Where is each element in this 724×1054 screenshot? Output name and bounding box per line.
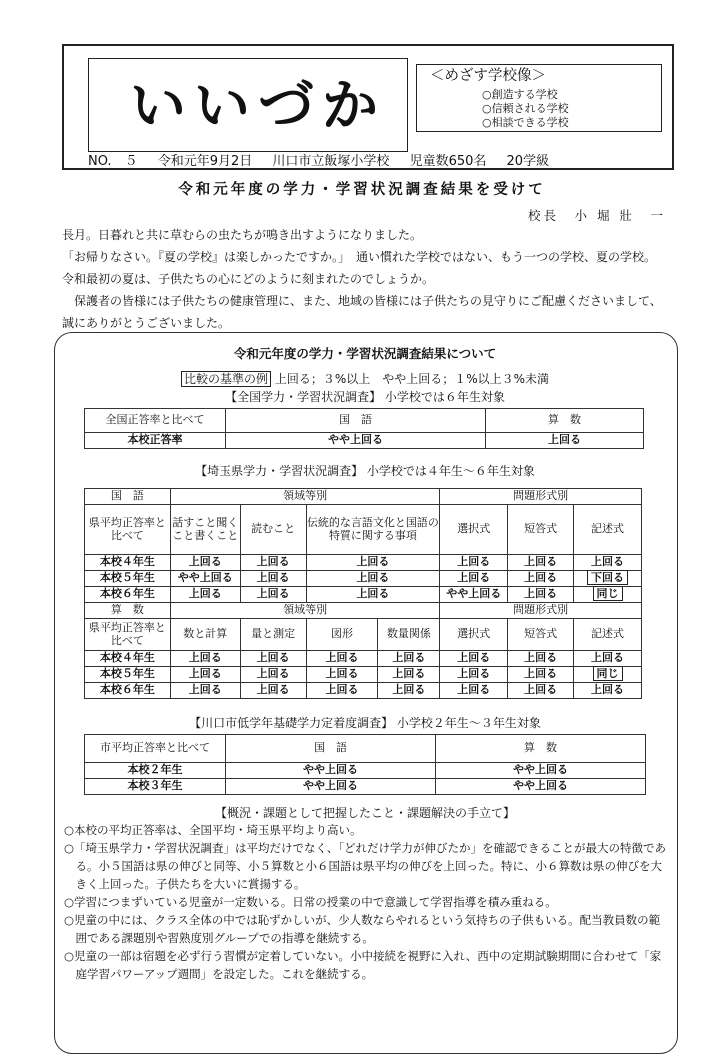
kawaguchi-heading: 【川口市低学年基礎学力定着度調査】 [189,716,394,730]
table-cell: 上回る [240,667,306,683]
issue-info [88,150,565,169]
summary-line: ○児童の一部は宿題を必ず行う習慣が定着していない。小中接続を視野に入れ、西中の定期試験期間に合わせて「家 [64,949,662,963]
table-cell: やや上回る [436,779,646,795]
table-header: 算 数 [436,735,646,763]
table-header: 選択式 [440,505,508,555]
table-row [85,555,642,571]
table-row [85,587,642,603]
table-header: 問題形式別 [440,603,642,619]
motto-item: ○創造する学校 [482,88,558,101]
summary-line: ○児童の中には、クラス全体の中では恥ずかしいが、少人数ならやれるという気持ちの子供もいる。配当教員数の範 [64,913,661,927]
table-cell: やや上回る [226,779,436,795]
table-header: 数量関係 [378,619,440,651]
table-cell: 上回る [378,651,440,667]
table-cell: 上回る [170,683,240,699]
table-cell: 上回る [508,571,574,587]
table-cell: 上回る [440,571,508,587]
table-row [85,667,642,683]
school-name: 川口市立飯塚小学校 [272,154,390,169]
boxed-value: 同じ [593,666,623,681]
motto-heading: ＜めざす学校像＞ [430,68,546,84]
table-cell: 上回る [240,587,306,603]
table-row [85,651,642,667]
table-header: 短答式 [508,619,574,651]
table-cell: 上回る [170,651,240,667]
table-cell: 上回る [440,683,508,699]
table-cell: 上回る [440,667,508,683]
issue-number: NO. ５ [88,154,138,169]
table-header: 市平均正答率と比べて [85,735,226,763]
table-cell: 上回る [440,555,508,571]
boxed-value: 同じ [593,586,623,601]
newsletter-title: いいづか [130,74,386,139]
criteria-text: 上回る；３%以上 やや上回る；１%以上３%未満 [274,372,550,386]
table-cell: 上回る [306,571,440,587]
summary-line: ○「埼玉県学力・学習状況調査」は平均だけでなく、「どれだけ学力が伸びたか」を確認できることが最大の特徴であ [64,841,667,855]
table-cell: やや上回る [226,433,486,449]
table-cell: 上回る [508,587,574,603]
table-header: 県平均正答率と比べて [85,619,171,651]
table-cell: 上回る [240,571,306,587]
criteria-label: 比較の基準の例 [181,371,271,387]
row-label: 本校６年生 [85,587,171,603]
summary-line: ○学習につまずいている児童が一定数いる。日常の授業の中で意識して学習指導を積み重ねる。 [64,895,557,909]
table-cell: 上回る [574,683,642,699]
row-label: 本校２年生 [85,763,226,779]
table-header: 記述式 [574,505,642,555]
table-header: 話すこと聞くこと書くこと [170,505,240,555]
table-cell: 上回る [306,555,440,571]
table-header: 問題形式別 [440,489,642,505]
criteria-line [54,370,676,387]
summary-line: きく上回った。子供たちを大いに賞揚する。 [64,877,306,891]
table-cell: 上回る [378,667,440,683]
table-cell: 上回る [508,683,574,699]
table-header: 図形 [306,619,378,651]
table-header: 数と計算 [170,619,240,651]
summary-heading: 【概況・課題として把握したこと・課題解決の手立て】 [214,806,515,820]
boxed-value: 下回る [587,570,628,585]
table-cell: 上回る [378,683,440,699]
kawaguchi-heading-line [54,714,676,731]
table-header: 量と測定 [240,619,306,651]
table-header: 伝統的な言語文化と国語の特質に関する事項 [306,505,440,555]
national-heading: 【全国学力・学習状況調査】 [225,390,382,404]
kawaguchi-target: 小学校２年生～３年生対象 [396,716,541,730]
table-cell-boxed [574,587,642,603]
table-cell: 上回る [170,587,240,603]
saitama-heading: 【埼玉県学力・学習状況調査】 [195,464,364,478]
table-cell-boxed [574,667,642,683]
table-header: 読むこと [240,505,306,555]
table-cell: 上回る [170,667,240,683]
table-cell: 上回る [240,683,306,699]
student-count: 児童数650名 [409,154,487,169]
motto-item: ○相談できる学校 [482,116,569,129]
row-label: 本校３年生 [85,779,226,795]
table-cell: 上回る [574,651,642,667]
table-cell: やや上回る [436,763,646,779]
intro-paragraph: 誠にありがとうございました。 [62,316,231,330]
article-author: 校長 小 堀 壯 一 [528,208,666,223]
intro-paragraph: 令和最初の夏は、子供たちの心にどのように刻まれたのでしょうか。 [62,272,435,286]
table-cell: やや上回る [440,587,508,603]
table-header: 記述式 [574,619,642,651]
row-label: 本校４年生 [85,555,171,571]
table-header: 選択式 [440,619,508,651]
table-row [85,779,646,795]
table-cell: やや上回る [170,571,240,587]
table-cell: 上回る [306,651,378,667]
table-cell: 上回る [508,555,574,571]
table-header: 算 数 [486,409,644,433]
table-header: 領域等別 [170,603,439,619]
article-headline: 令和元年度の学力・学習状況調査結果を受けて [178,182,546,198]
summary-line: 庭学習パワーアップ週間」を設定した。これを継続する。 [64,967,374,981]
table-cell: 上回る [486,433,644,449]
row-label: 本校５年生 [85,667,171,683]
motto-item: ○信頼される学校 [482,102,569,115]
table-cell: 上回る [240,651,306,667]
national-target: 小学校では６年生対象 [384,390,505,404]
national-heading-line [54,388,676,405]
row-label: 本校４年生 [85,651,171,667]
intro-paragraph: 保護者の皆様には子供たちの健康管理に、また、地域の皆様には子供たちの見守りにご配慮くださいまして、 [62,294,662,308]
kawaguchi-table [84,734,646,795]
row-label: 本校正答率 [85,433,226,449]
table-row [85,683,642,699]
table-header: 国 語 [226,409,486,433]
table-cell: 上回る [508,651,574,667]
table-header: 国 語 [226,735,436,763]
results-title: 令和元年度の学力・学習状況調査結果について [233,346,497,361]
intro-paragraph: 長月。日暮れと共に草むらの虫たちが鳴き出すようになりました。 [62,228,423,242]
subject-label: 算 数 [85,603,171,619]
issue-date: 令和元年9月2日 [157,154,253,169]
saitama-target: 小学校では４年生～６年生対象 [366,464,535,478]
table-cell: 上回る [306,587,440,603]
table-header: 県平均正答率と比べて [85,505,171,555]
class-count: 20学級 [506,154,550,169]
table-cell: 上回る [440,651,508,667]
summary-line: ○本校の平均正答率は、全国平均・埼玉県平均より高い。 [64,823,362,837]
table-cell: 上回る [306,683,378,699]
saitama-heading-line [54,462,676,479]
table-cell: 上回る [574,555,642,571]
table-cell: 上回る [170,555,240,571]
table-cell-boxed [574,571,642,587]
row-label: 本校６年生 [85,683,171,699]
table-cell: 上回る [306,667,378,683]
table-row [85,571,642,587]
national-table [84,408,644,449]
table-header: 短答式 [508,505,574,555]
table-header: 領域等別 [170,489,439,505]
table-cell: 上回る [240,555,306,571]
saitama-table [84,488,642,699]
intro-paragraph: 「お帰りなさい。『夏の学校』は楽しかったですか。」 通い慣れた学校ではない、もう一つの学校、夏の学校。 [62,250,657,264]
table-header: 全国正答率と比べて [85,409,226,433]
summary-line: 囲である課題別や習熟度別グループでの指導を継続する。 [64,931,374,945]
table-row [85,763,646,779]
table-cell: やや上回る [226,763,436,779]
subject-label: 国 語 [85,489,171,505]
summary-line: る。小５国語は県の伸びと同等、小５算数と小６国語は県平均の伸びを上回った。特に、小６算数は県の伸びを大 [64,859,662,873]
row-label: 本校５年生 [85,571,171,587]
table-cell: 上回る [508,667,574,683]
